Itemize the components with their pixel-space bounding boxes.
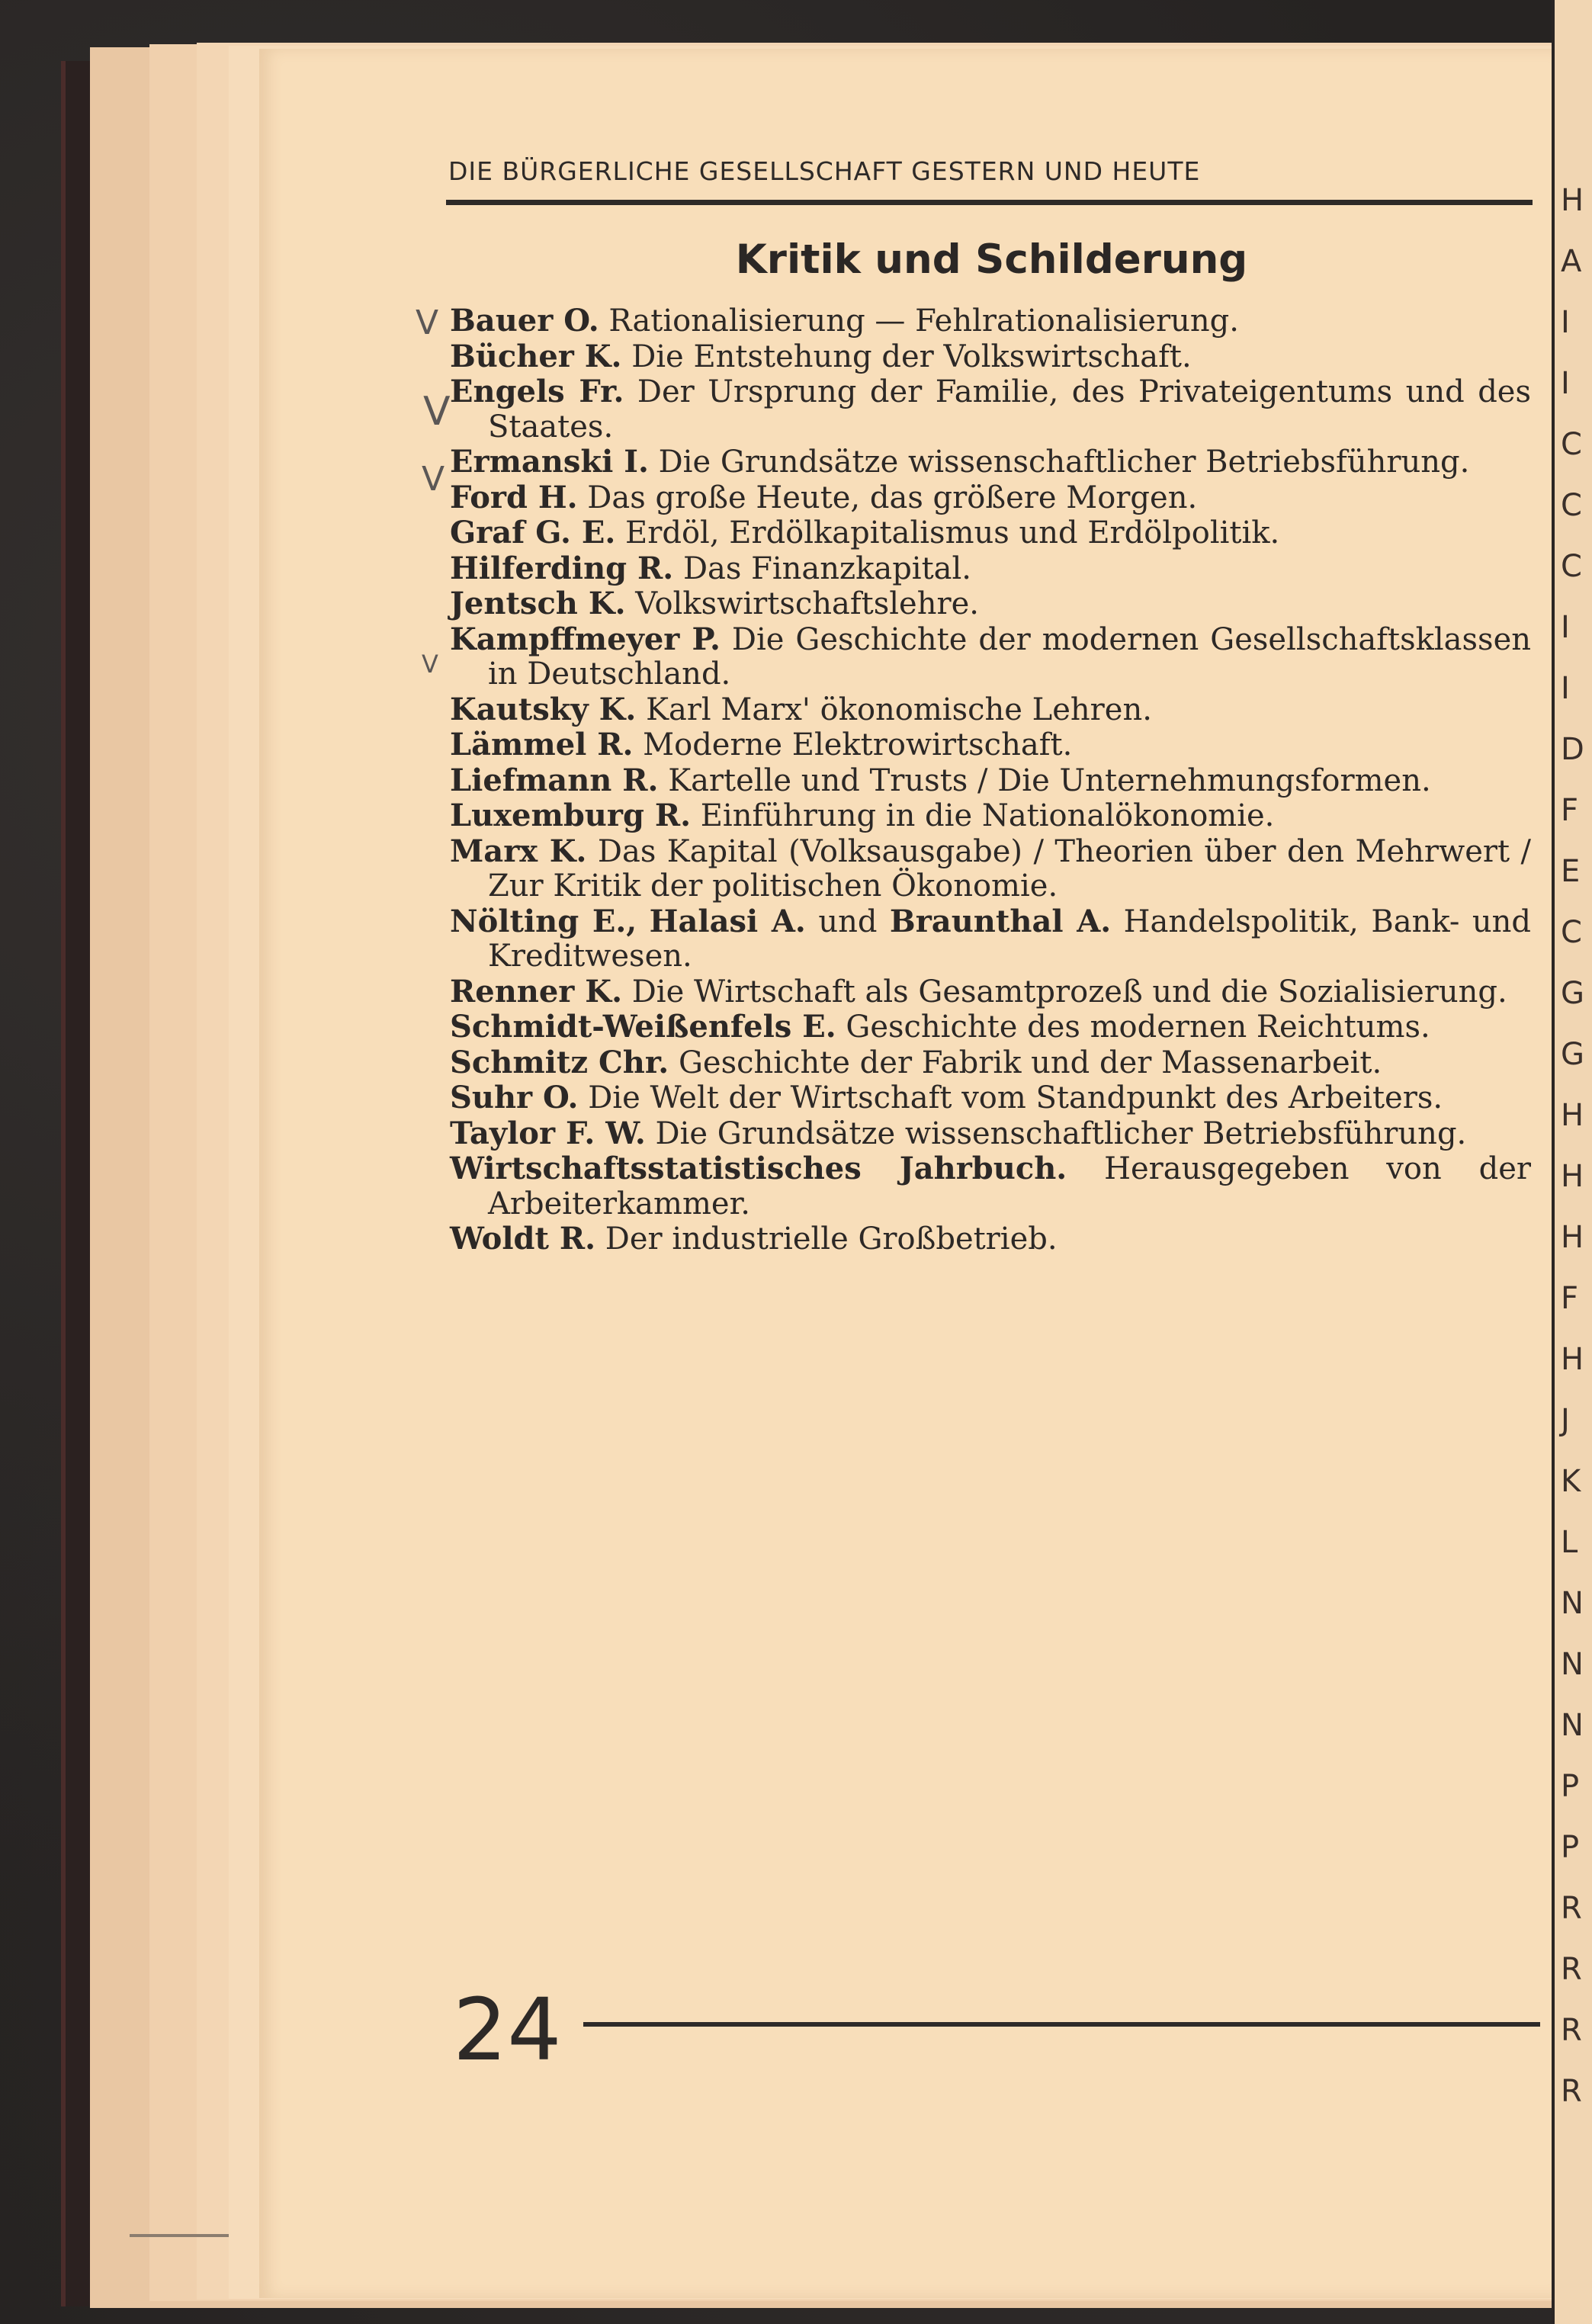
margin-mark — [130, 2234, 229, 2237]
list-item: Taylor F. W. Die Grundsätze wissenschaftlicher Betriebsführung. — [450, 1115, 1467, 1151]
adjacent-page-letter: C — [1561, 488, 1582, 523]
adjacent-page-letter: H — [1561, 1220, 1584, 1255]
adjacent-page-letter: I — [1561, 671, 1570, 706]
adjacent-page-letters — [1561, 183, 1592, 2135]
list-item: Liefmann R. Kartelle und Trusts / Die Unternehmungsformen. — [450, 762, 1431, 798]
adjacent-page-letter: I — [1561, 305, 1570, 340]
adjacent-page-letter: R — [1561, 1891, 1582, 1926]
list-item: Kautsky K. Karl Marx' ökonomische Lehren. — [450, 691, 1152, 727]
list-item: Lämmel R. Moderne Elektrowirtschaft. — [450, 727, 1073, 762]
list-item: Engels Fr. Der Ursprung der Familie, des Privateigentums und des Staates. — [450, 374, 1532, 445]
adjacent-page-letter: C — [1561, 549, 1582, 584]
pencil-check-icon: V — [422, 460, 445, 499]
adjacent-page-strip — [1552, 0, 1592, 2324]
bibliography-list — [450, 303, 1531, 1257]
adjacent-page-letter: H — [1561, 1159, 1584, 1194]
adjacent-page-letter: L — [1561, 1525, 1578, 1560]
adjacent-page-letter: R — [1561, 1952, 1582, 1987]
adjacent-page-letter: G — [1561, 976, 1584, 1011]
adjacent-page-letter: D — [1561, 732, 1584, 767]
pencil-check-icon: V — [423, 389, 451, 435]
adjacent-page-letter: H — [1561, 183, 1584, 218]
adjacent-page-letter: H — [1561, 1342, 1584, 1377]
adjacent-page-letter: P — [1561, 1769, 1580, 1804]
adjacent-page-letter: K — [1561, 1464, 1581, 1499]
adjacent-page-letter: G — [1561, 1037, 1584, 1072]
list-item: Suhr O. Die Welt der Wirtschaft vom Standpunkt des Arbeiters. — [450, 1080, 1443, 1115]
list-item: Wirtschaftsstatistisches Jahrbuch. Herausgegeben von der Arbeiterkammer. — [450, 1151, 1531, 1221]
list-item: Kampffmeyer P. Die Geschichte der modernen Gesellschaftsklassen in Deutschland. — [450, 621, 1532, 692]
list-item: Schmidt-Weißenfels E. Geschichte des modernen Reichtums. — [450, 1009, 1430, 1045]
list-item: Ford H. Das große Heute, das größere Morgen. — [450, 479, 1198, 515]
list-item: Schmitz Chr. Geschichte der Fabrik und der Massenarbeit. — [450, 1044, 1382, 1080]
list-item: Hilferding R. Das Finanzkapital. — [450, 550, 972, 586]
list-item: Ermanski I. Die Grundsätze wissenschaftlicher Betriebsführung. — [450, 444, 1470, 480]
adjacent-page-letter: I — [1561, 366, 1570, 401]
list-item: Marx K. Das Kapital (Volksausgabe) / Theorien über den Mehrwert / Zur Kritik der politischen Ökonomie. — [450, 833, 1532, 904]
adjacent-page-letter: R — [1561, 2074, 1582, 2109]
list-item: Bücher K. Die Entstehung der Volkswirtschaft. — [450, 338, 1192, 374]
pencil-check-icon: V — [422, 650, 438, 679]
adjacent-page-letter: I — [1561, 610, 1570, 645]
adjacent-page-letter: N — [1561, 1647, 1584, 1682]
adjacent-page-letter: F — [1561, 793, 1579, 828]
list-item: Woldt R. Der industrielle Großbetrieb. — [450, 1221, 1058, 1257]
list-item: Nölting E., Halasi A. und Braunthal A. Handelspolitik, Bank- und Kreditwesen. — [450, 903, 1531, 974]
adjacent-page-letter: C — [1561, 427, 1582, 462]
header-rule — [446, 200, 1533, 205]
adjacent-page-letter: R — [1561, 2013, 1582, 2048]
adjacent-page-letter: E — [1561, 854, 1581, 889]
section-title: Kritik und Schilderung — [735, 236, 1248, 283]
adjacent-page-letter: J — [1561, 1403, 1570, 1438]
adjacent-page-letter: A — [1561, 244, 1582, 279]
list-item: Bauer O. Rationalisierung — Fehlrationalisierung. — [450, 303, 1239, 339]
pencil-check-icon: V — [416, 303, 439, 342]
list-item: Renner K. Die Wirtschaft als Gesamtprozeß und die Sozialisierung. — [450, 973, 1507, 1010]
list-item: Jentsch K. Volkswirtschaftslehre. — [450, 586, 979, 621]
adjacent-page-letter: N — [1561, 1708, 1584, 1743]
adjacent-page-letter: C — [1561, 915, 1582, 950]
footer-rule — [583, 2022, 1540, 2027]
page-number: 24 — [453, 1981, 562, 2080]
list-item: Graf G. E. Erdöl, Erdölkapitalismus und Erdölpolitik. — [450, 515, 1280, 551]
adjacent-page-letter: H — [1561, 1098, 1584, 1133]
running-header: DIE BÜRGERLICHE GESELLSCHAFT GESTERN UND HEUTE — [448, 156, 1201, 186]
list-item: Luxemburg R. Einführung in die Nationalökonomie. — [450, 798, 1275, 833]
adjacent-page-letter: P — [1561, 1830, 1580, 1865]
adjacent-page-letter: F — [1561, 1281, 1579, 1316]
adjacent-page-letter: N — [1561, 1586, 1584, 1621]
